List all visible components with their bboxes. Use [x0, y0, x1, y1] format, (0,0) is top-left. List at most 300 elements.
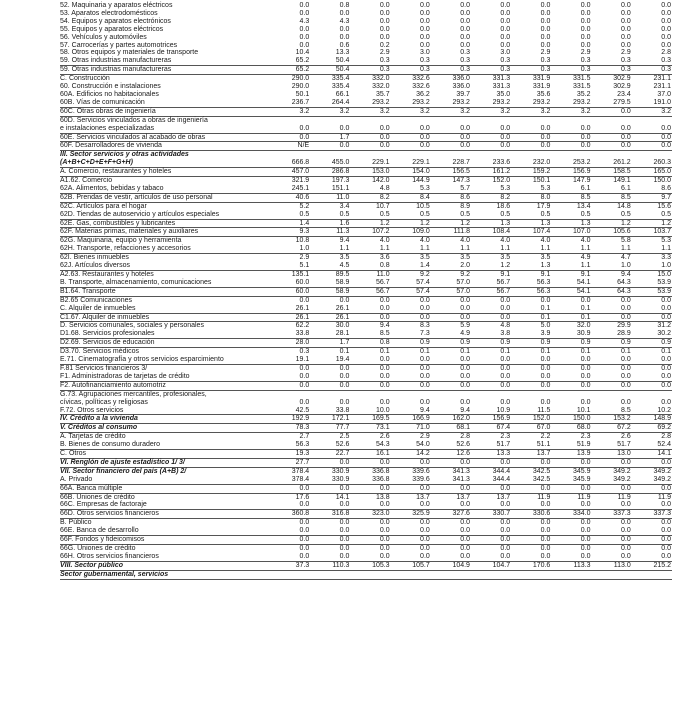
- row-value: 349.2: [592, 476, 632, 484]
- row-value: 56.3: [511, 287, 551, 296]
- row-value: 35.2: [576, 90, 591, 98]
- row-value: 0.0: [500, 17, 511, 25]
- row-value: 67.0: [511, 424, 551, 433]
- row-value: 7.3: [391, 330, 431, 338]
- row-value: 0.0: [420, 364, 430, 372]
- table-row: [60, 185, 672, 193]
- row-value: 0.0: [339, 33, 350, 41]
- row-value: 0.0: [540, 25, 551, 33]
- row-value: 0.0: [540, 545, 551, 552]
- row-value: 60.0: [270, 287, 310, 296]
- table-row: [60, 287, 672, 296]
- row-value: 0.0: [420, 519, 430, 527]
- row-value: 0.0: [632, 527, 672, 535]
- row-value: 229.1: [391, 159, 431, 167]
- row-value: 0.0: [310, 484, 350, 493]
- row-value: 13.7: [456, 493, 470, 501]
- row-label: 62B. Prendas de vestir, artículos de uso personal: [60, 193, 270, 202]
- row-value: 0.0: [379, 33, 390, 41]
- row-value: 0.0: [592, 527, 632, 535]
- row-value: 13.3: [335, 49, 350, 57]
- row-value: 142.0: [372, 177, 390, 185]
- row-label: 60B. Vías de comunicación: [60, 99, 270, 107]
- row-value: 0.0: [592, 313, 632, 322]
- row-value: 0.0: [420, 33, 430, 41]
- row-value: 0.0: [592, 553, 632, 561]
- row-value: 0.0: [431, 356, 471, 364]
- row-value: 148.9: [632, 415, 672, 424]
- row-value: 0.0: [661, 9, 671, 17]
- row-value: 0.0: [431, 313, 471, 322]
- row-value: 13.8: [375, 493, 390, 501]
- table-row: [60, 458, 672, 467]
- row-value: 0.0: [580, 25, 591, 33]
- row-label: D3.70. Servicios médicos: [60, 348, 139, 356]
- row-value: 0.0: [592, 356, 632, 364]
- row-value: 0.0: [350, 356, 390, 364]
- row-value: 2.5: [339, 433, 350, 441]
- row-value: 0.0: [500, 2, 511, 9]
- row-label: D. Servicios comunales, sociales y personales: [60, 322, 204, 330]
- table-row: [60, 99, 672, 107]
- table-row: [60, 441, 672, 449]
- row-label: 66G. Uniones de crédito: [60, 545, 136, 552]
- row-value: 0.0: [350, 501, 390, 509]
- row-value: 8.5: [592, 193, 632, 202]
- table-row: [60, 424, 672, 433]
- row-value: 0.0: [391, 142, 431, 151]
- row-value: 51.9: [551, 441, 591, 449]
- row-value: 3.2: [350, 107, 390, 116]
- row-value: 331.9: [532, 83, 551, 91]
- row-value: 0.0: [500, 25, 511, 33]
- row-value: 0.0: [420, 17, 430, 25]
- row-value: 54.1: [551, 279, 591, 287]
- row-value: 0.0: [592, 458, 632, 467]
- row-value: 331.3: [492, 83, 511, 91]
- row-value: 2.9: [580, 49, 591, 57]
- row-value: [511, 151, 551, 159]
- row-value: 0.0: [460, 9, 470, 17]
- row-label: 52. Maquinaria y aparatos eléctricos: [60, 2, 173, 9]
- row-label: IV. Crédito a la vivienda: [60, 415, 270, 424]
- row-value: 0.2: [379, 41, 390, 49]
- row-value: 0.0: [540, 398, 551, 406]
- row-value: 0.0: [620, 25, 631, 33]
- row-value: 236.7: [270, 99, 310, 107]
- row-label: C1.67. Alquiler de inmuebles: [60, 313, 270, 322]
- row-value: 2.8: [460, 433, 470, 441]
- row-value: 4.8: [500, 322, 511, 330]
- row-value: 0.0: [540, 17, 551, 25]
- row-value: 10.8: [295, 237, 310, 245]
- row-value: 0.0: [661, 296, 671, 304]
- row-value: 9.4: [620, 271, 631, 278]
- row-value: 3.8: [471, 330, 511, 338]
- row-value: 321.9: [291, 177, 310, 185]
- row-value: 9.2: [420, 271, 430, 278]
- table-row: [60, 83, 672, 91]
- row-value: 330.9: [310, 476, 350, 484]
- row-value: 0.0: [391, 305, 431, 313]
- row-value: 0.9: [391, 339, 431, 348]
- table-row: [60, 26, 672, 34]
- row-value: 3.2: [431, 107, 471, 116]
- row-value: 8.4: [391, 193, 431, 202]
- row-value: 3.5: [460, 254, 470, 262]
- table-row: [60, 107, 672, 116]
- row-value: 0.0: [580, 41, 591, 49]
- row-value: 349.2: [613, 467, 631, 475]
- row-value: 0.1: [460, 348, 470, 356]
- row-value: 4.0: [379, 237, 390, 245]
- row-value: 151.1: [310, 185, 350, 193]
- row-value: 54.0: [391, 441, 431, 449]
- row-value: 0.0: [632, 501, 672, 509]
- table-row: [60, 57, 672, 65]
- row-value: 0.0: [592, 381, 632, 390]
- row-value: 11.0: [310, 193, 350, 202]
- row-value: 0.0: [661, 545, 671, 552]
- row-value: 228.7: [431, 159, 471, 167]
- row-value: 0.0: [500, 545, 511, 552]
- row-value: 0.5: [270, 211, 310, 219]
- row-value: 1.7: [310, 133, 350, 142]
- row-value: 0.0: [270, 373, 310, 381]
- row-value: 66.1: [335, 90, 350, 98]
- row-value: 2.6: [620, 433, 631, 441]
- row-value: 51.7: [592, 441, 632, 449]
- row-value: 0.0: [431, 142, 471, 151]
- row-value: 3.6: [379, 254, 390, 262]
- row-value: 60.0: [270, 279, 310, 287]
- row-value: 37.0: [657, 90, 671, 98]
- row-value: 107.0: [551, 228, 591, 237]
- row-value: 0.0: [500, 41, 511, 49]
- row-value: 0.0: [391, 373, 431, 381]
- row-value: 19.3: [270, 450, 310, 459]
- row-value: 2.3: [580, 433, 591, 441]
- row-value: 1.2: [391, 219, 431, 228]
- row-value: 169.5: [350, 415, 390, 424]
- row-value: 0.0: [460, 2, 470, 9]
- row-value: 52.6: [431, 441, 471, 449]
- row-label: 59. Otras industrias manufactureras: [60, 57, 270, 65]
- row-value: 378.4: [291, 467, 310, 475]
- row-value: 58.9: [310, 287, 350, 296]
- row-value: 231.1: [653, 83, 671, 91]
- row-value: 6.1: [592, 185, 632, 193]
- row-label: V. Créditos al consumo: [60, 424, 270, 433]
- row-value: 56.7: [471, 287, 511, 296]
- row-value: 0.1: [661, 348, 671, 356]
- row-value: 0.0: [471, 527, 511, 535]
- row-label: B2.65 Comunicaciones: [60, 296, 132, 304]
- row-label: VII. Sector financiero del país (A+B) 2/: [60, 467, 187, 475]
- row-value: 13.9: [551, 450, 591, 459]
- row-value: 0.0: [460, 33, 470, 41]
- row-value: 71.0: [391, 424, 431, 433]
- row-value: 0.0: [620, 41, 631, 49]
- row-value: 0.3: [391, 66, 431, 75]
- row-value: 666.8: [270, 159, 310, 167]
- row-value: 331.9: [532, 75, 551, 83]
- row-value: 153.2: [592, 415, 632, 424]
- row-value: 40.6: [270, 193, 310, 202]
- table-row: [60, 219, 672, 228]
- row-value: 14.8: [617, 202, 631, 210]
- table-row: [60, 493, 672, 501]
- row-value: 8.3: [420, 322, 430, 330]
- row-value: 0.0: [379, 2, 390, 9]
- row-label: VI. Renglón de ajuste estadístico 1/ 3/: [60, 458, 270, 467]
- row-value: 62.2: [295, 322, 310, 330]
- row-value: 337.3: [632, 510, 672, 519]
- row-value: 28.0: [270, 339, 310, 348]
- row-label: 66E. Banca de desarrollo: [60, 527, 270, 535]
- table-row: [60, 151, 672, 159]
- row-value: 0.3: [632, 57, 672, 65]
- table-row: [60, 381, 672, 390]
- row-value: 0.0: [511, 458, 551, 467]
- row-value: 78.3: [270, 424, 310, 433]
- row-value: 19.1: [270, 356, 310, 364]
- row-label: D2.69. Servicios de educación: [60, 339, 270, 348]
- row-value: 11.9: [657, 493, 671, 501]
- row-value: 0.0: [551, 373, 591, 381]
- row-value: 0.0: [471, 381, 511, 390]
- row-value: 67.4: [471, 424, 511, 433]
- row-value: 2.2: [540, 433, 551, 441]
- row-value: 0.0: [661, 33, 671, 41]
- row-value: 68.1: [431, 424, 471, 433]
- row-value: 26.1: [270, 313, 310, 322]
- row-value: 0.0: [661, 17, 671, 25]
- row-value: 0.0: [580, 2, 591, 9]
- row-value: 0.0: [540, 296, 551, 304]
- row-value: 0.0: [511, 381, 551, 390]
- row-value: 0.0: [299, 296, 310, 304]
- row-value: 15.0: [657, 271, 671, 278]
- row-value: 1.2: [632, 219, 672, 228]
- row-value: 5.3: [661, 237, 671, 245]
- row-value: 4.0: [580, 237, 591, 245]
- row-value: 378.4: [270, 476, 310, 484]
- row-value: 0.3: [511, 66, 551, 75]
- row-value: 0.0: [592, 125, 632, 133]
- row-value: 9.2: [460, 271, 470, 278]
- table-row: [60, 10, 672, 18]
- row-value: 0.0: [620, 2, 631, 9]
- row-value: 0.0: [391, 527, 431, 535]
- row-value: 0.0: [620, 364, 631, 372]
- table-row: [60, 18, 672, 26]
- row-value: 0.0: [632, 142, 672, 151]
- row-value: 9.7: [632, 193, 672, 202]
- row-value: 9.1: [500, 271, 511, 278]
- row-value: 0.0: [299, 364, 310, 372]
- row-label: B. Público: [60, 519, 92, 527]
- table-row: [60, 553, 672, 561]
- row-value: 18.6: [496, 202, 511, 210]
- row-value: 0.0: [592, 142, 632, 151]
- row-value: 0.0: [350, 458, 390, 467]
- row-value: 0.5: [391, 211, 431, 219]
- row-value: 0.0: [580, 9, 591, 17]
- row-value: [632, 116, 672, 124]
- row-value: 342.5: [511, 476, 551, 484]
- row-value: 16.1: [350, 450, 390, 459]
- row-value: 9.4: [379, 322, 390, 330]
- row-value: 4.7: [620, 254, 631, 262]
- row-value: 9.1: [580, 271, 591, 278]
- row-value: 279.5: [592, 99, 632, 107]
- row-value: 0.0: [511, 133, 551, 142]
- row-value: 0.0: [551, 501, 591, 509]
- row-value: 1.1: [391, 245, 431, 253]
- row-value: 2.0: [431, 262, 471, 270]
- row-value: 10.2: [632, 407, 672, 415]
- row-value: 2.8: [661, 49, 671, 57]
- row-value: 105.3: [350, 561, 390, 570]
- row-label: 66A. Banca múltiple: [60, 484, 270, 493]
- row-value: 0.8: [339, 2, 350, 9]
- row-value: 3.2: [551, 107, 591, 116]
- row-value: 4.0: [500, 237, 511, 245]
- row-value: 5.9: [460, 322, 470, 330]
- row-label: 58. Otros equipos y materiales de transporte: [60, 49, 199, 57]
- row-value: 28.9: [592, 330, 632, 338]
- table-row: [60, 570, 672, 579]
- row-label: 60D. Servicios vinculados a obras de ingeniería: [60, 116, 208, 124]
- row-value: 65.2: [270, 57, 310, 65]
- row-value: [310, 116, 350, 124]
- row-value: 3.9: [511, 330, 551, 338]
- row-value: 1.0: [632, 262, 672, 270]
- row-value: 0.0: [620, 519, 631, 527]
- row-value: 0.0: [511, 125, 551, 133]
- table-row: [60, 125, 672, 133]
- table-row: [60, 211, 672, 219]
- row-value: 1.0: [592, 262, 632, 270]
- row-value: 0.0: [620, 398, 631, 406]
- row-value: 8.5: [551, 193, 591, 202]
- row-value: 0.0: [580, 296, 591, 304]
- row-value: 170.6: [511, 561, 551, 570]
- row-value: 0.0: [580, 17, 591, 25]
- row-value: [391, 570, 431, 579]
- row-value: 0.0: [632, 125, 672, 133]
- row-value: 3.5: [420, 254, 430, 262]
- row-value: 3.5: [339, 254, 350, 262]
- row-value: 4.5: [310, 262, 350, 270]
- table-row: [60, 91, 672, 99]
- row-value: 13.7: [511, 450, 551, 459]
- row-value: 0.0: [339, 25, 350, 33]
- row-value: 0.0: [620, 545, 631, 552]
- row-value: 0.0: [310, 142, 350, 151]
- row-value: 0.3: [350, 66, 390, 75]
- row-value: 0.0: [299, 2, 310, 9]
- table-row: [60, 433, 672, 441]
- row-value: 345.9: [551, 476, 591, 484]
- row-value: 9.3: [270, 228, 310, 237]
- row-value: 336.8: [372, 467, 390, 475]
- row-value: 0.0: [270, 125, 310, 133]
- row-label: 62H. Transporte, refacciones y accesorios: [60, 245, 270, 253]
- row-value: 5.3: [511, 185, 551, 193]
- table-row: [60, 510, 672, 519]
- row-value: [592, 116, 632, 124]
- table-row: [60, 237, 672, 245]
- row-value: 0.0: [350, 484, 390, 493]
- row-value: 0.0: [339, 364, 350, 372]
- row-value: 8.5: [592, 407, 632, 415]
- row-value: 0.0: [471, 553, 511, 561]
- row-value: 0.0: [460, 519, 470, 527]
- row-value: 0.0: [460, 41, 470, 49]
- row-value: 9.4: [431, 407, 471, 415]
- row-value: 0.0: [310, 373, 350, 381]
- row-value: 22.7: [310, 450, 350, 459]
- row-value: 0.0: [540, 41, 551, 49]
- row-value: 105.7: [391, 561, 431, 570]
- row-value: 0.0: [632, 553, 672, 561]
- row-value: 73.1: [350, 424, 390, 433]
- row-value: [471, 570, 511, 579]
- row-value: 17.9: [536, 202, 551, 210]
- row-value: 5.1: [270, 262, 310, 270]
- row-value: [551, 116, 591, 124]
- row-label: 56. Vehículos y automóviles: [60, 33, 147, 41]
- row-value: 68.0: [551, 424, 591, 433]
- row-value: 4.3: [299, 17, 310, 25]
- row-value: 0.0: [580, 398, 591, 406]
- row-value: 0.1: [511, 313, 551, 322]
- row-value: 0.0: [592, 373, 632, 381]
- row-value: 0.0: [511, 536, 551, 545]
- row-label: 54. Equipos y aparatos electrónicos: [60, 17, 171, 25]
- row-value: [431, 570, 471, 579]
- row-value: 14.1: [632, 450, 672, 459]
- row-value: 17.6: [295, 493, 310, 501]
- row-value: 2.9: [299, 254, 310, 262]
- row-value: 3.2: [391, 107, 431, 116]
- row-value: 1.2: [471, 262, 511, 270]
- row-value: 0.0: [391, 501, 431, 509]
- row-value: 0.0: [632, 313, 672, 322]
- row-value: 293.2: [350, 99, 390, 107]
- row-value: 337.3: [592, 510, 632, 519]
- row-value: 0.0: [632, 484, 672, 493]
- row-value: 37.3: [270, 561, 310, 570]
- row-value: 0.0: [350, 553, 390, 561]
- row-value: 0.0: [270, 133, 310, 142]
- row-value: 0.0: [310, 458, 350, 467]
- row-value: 1.3: [511, 219, 551, 228]
- row-value: 0.0: [299, 41, 310, 49]
- row-value: 0.0: [431, 133, 471, 142]
- row-value: 2.6: [379, 433, 390, 441]
- row-value: [592, 570, 632, 579]
- row-value: 152.0: [492, 177, 511, 185]
- row-value: 0.0: [632, 305, 672, 313]
- row-label: E.71. Cinematografía y otros servicios esparcimiento: [60, 356, 270, 364]
- row-value: [350, 151, 390, 159]
- table-row: [60, 313, 672, 322]
- row-value: 108.4: [471, 228, 511, 237]
- table-row: [60, 133, 672, 142]
